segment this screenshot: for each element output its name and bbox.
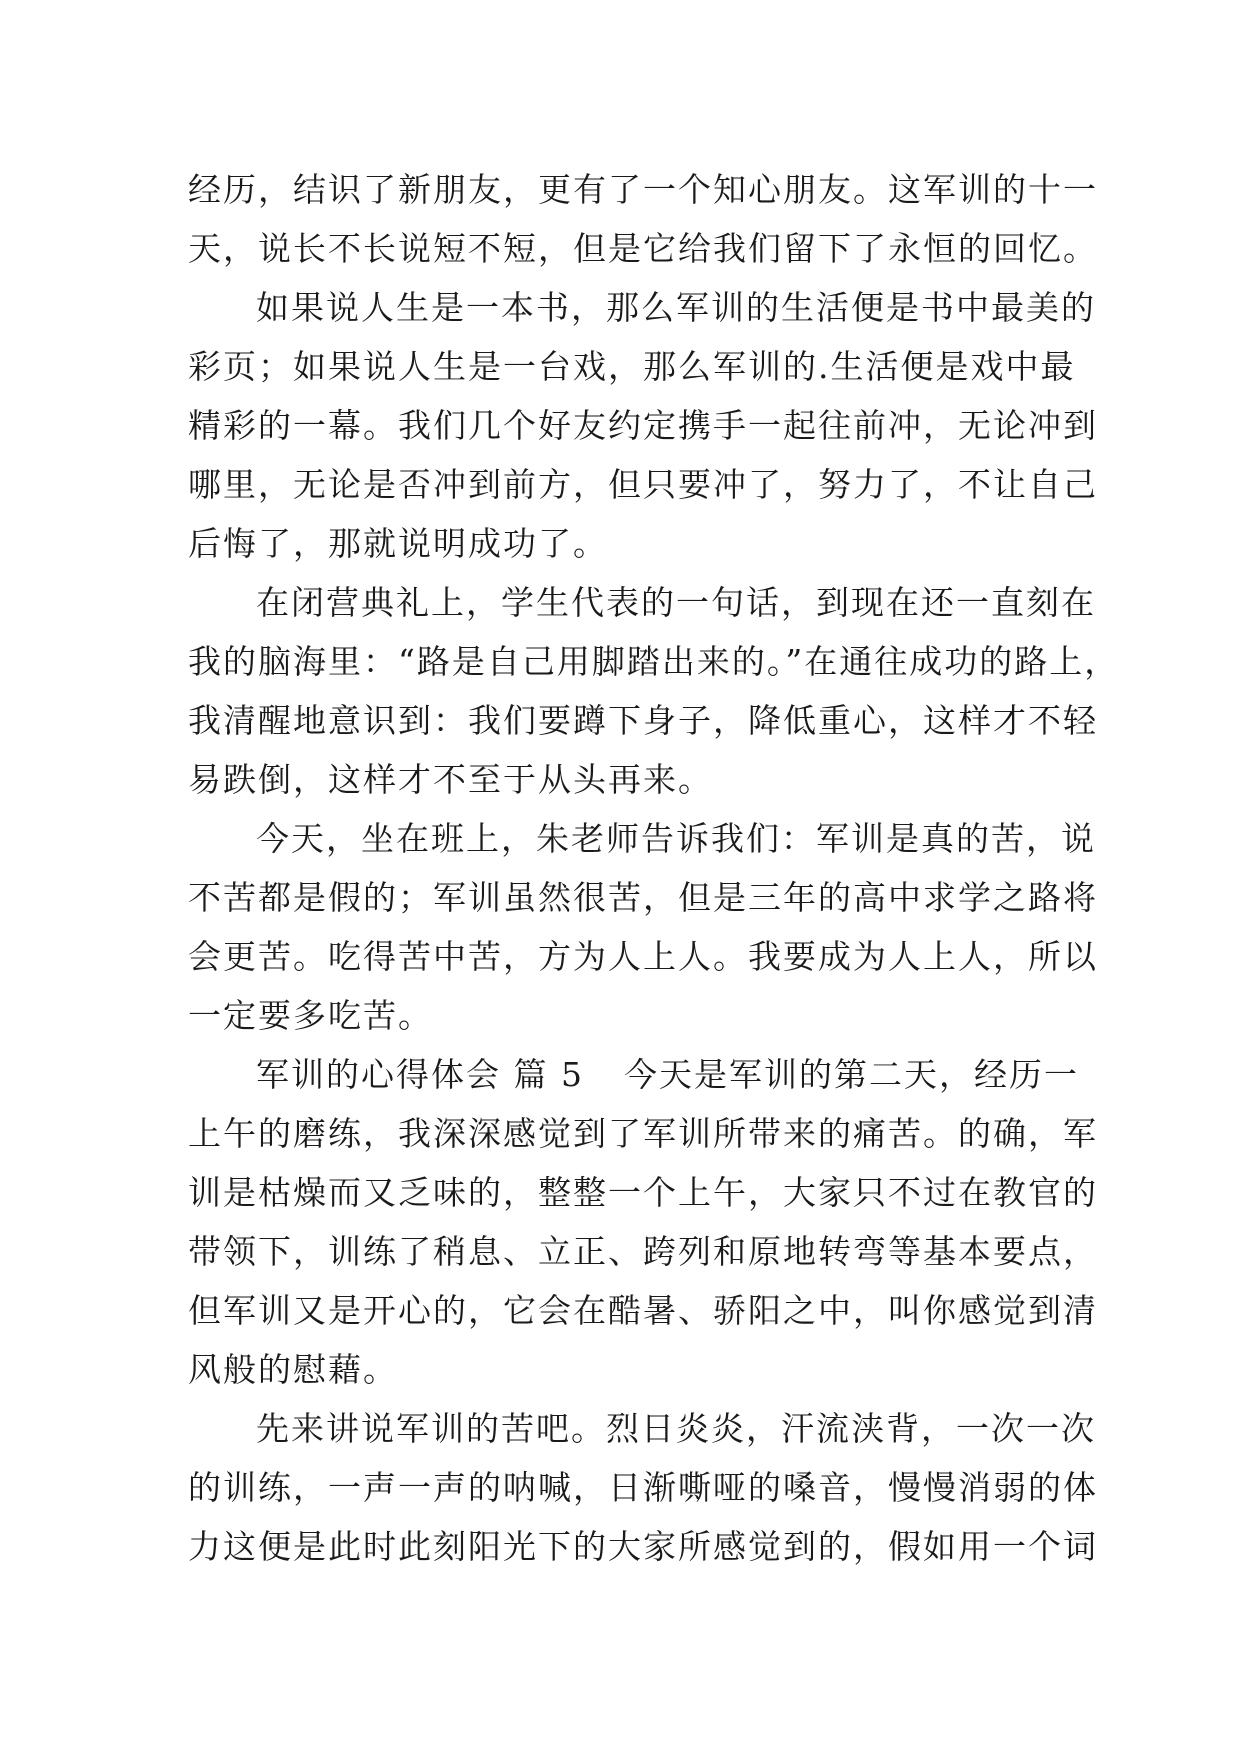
section-heading: 军训的心得体会 篇 5 (256, 1055, 584, 1094)
text-line: 易跌倒，这样才不至于从头再来。 (188, 760, 713, 799)
text-line: 上午的磨练，我深深感觉到了军训所带来的痛苦。的确，军 (188, 1114, 1098, 1153)
text-line: 我清醒地意识到：我们要蹲下身子，降低重心，这样才不轻 (188, 701, 1098, 740)
text-line: 带领下，训练了稍息、立正、跨列和原地转弯等基本要点， (188, 1232, 1098, 1271)
paragraph-start-line: 今天，坐在班上，朱老师告诉我们：军训是真的苦，说 (256, 819, 1096, 858)
paragraph-start-line: 先来讲说军训的苦吧。烈日炎炎，汗流浃背，一次一次 (256, 1409, 1096, 1448)
text-line: 经历，结识了新朋友，更有了一个知心朋友。这军训的十一 (188, 170, 1098, 209)
text-line: 风般的慰藉。 (188, 1350, 398, 1389)
text-line: 哪里，无论是否冲到前方，但只要冲了，努力了，不让自己 (188, 465, 1098, 504)
text-line: 一定要多吃苦。 (188, 996, 433, 1035)
section-heading-line (188, 1045, 1079, 1104)
text-line: 力这便是此时此刻阳光下的大家所感觉到的，假如用一个词 (188, 1527, 1098, 1566)
text-line: 彩页；如果说人生是一台戏，那么军训的.生活便是戏中最 (188, 347, 1076, 386)
text-line: 天，说长不长说短不短，但是它给我们留下了永恒的回忆。 (188, 229, 1098, 268)
paragraph-start-line: 在闭营典礼上，学生代表的一句话，到现在还一直刻在 (256, 583, 1096, 622)
text-line: 精彩的一幕。我们几个好友约定携手一起往前冲，无论冲到 (188, 406, 1098, 445)
section-first-text: 今天是军训的第二天，经历一 (623, 1055, 1079, 1094)
body-text (188, 160, 1120, 1576)
text-line: 训是枯燥而又乏味的，整整一个上午，大家只不过在教官的 (188, 1173, 1098, 1212)
text-line: 不苦都是假的；军训虽然很苦，但是三年的高中求学之路将 (188, 878, 1098, 917)
text-line: 我的脑海里：“路是自己用脚踏出来的。”在通往成功的路上， (188, 642, 1120, 681)
paragraph-start-line: 如果说人生是一本书，那么军训的生活便是书中最美的 (256, 288, 1096, 327)
text-line: 的训练，一声一声的呐喊，日渐嘶哑的嗓音，慢慢消弱的体 (188, 1468, 1098, 1507)
text-line: 会更苦。吃得苦中苦，方为人上人。我要成为人上人，所以 (188, 937, 1098, 976)
text-line: 后悔了，那就说明成功了。 (188, 524, 608, 563)
text-line: 但军训又是开心的，它会在酷暑、骄阳之中，叫你感觉到清 (188, 1291, 1098, 1330)
